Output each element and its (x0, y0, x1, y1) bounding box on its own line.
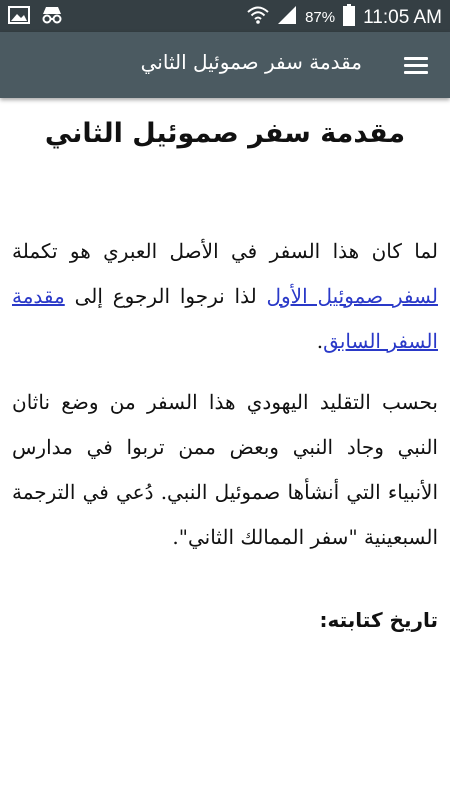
section-heading: تاريخ كتابته: (319, 608, 438, 632)
app-bar-title: مقدمة سفر صموئيل الثاني (140, 50, 362, 74)
link-previous-introduction[interactable]: مقدمة السفر السابق (12, 284, 438, 353)
intro-text-before: لما كان هذا السفر في الأصل العبري هو تكملة (12, 239, 438, 263)
intro-text-after: . (316, 329, 324, 353)
clock: 11:05 AM (363, 6, 442, 28)
intro-text-middle: لذا نرجوا الرجوع إلى (64, 284, 267, 308)
battery-icon (343, 4, 355, 31)
page-title: مقدمة سفر صموئيل الثاني (44, 118, 406, 149)
intro-paragraph (12, 229, 438, 364)
image-notification-icon (8, 6, 30, 29)
incognito-icon (40, 6, 64, 29)
tradition-paragraph: بحسب التقليد اليهودي هذا السفر من وضع ناثان النبي وجاد النبي وبعض ممن تربوا في مدارس الأنبياء التي أنشأها صموئيل النبي. دُعي في الترجمة السبعينية "سفر الممالك الثاني". (12, 390, 438, 549)
signal-icon (277, 5, 297, 30)
wifi-icon (247, 5, 269, 30)
article-content[interactable] (0, 98, 450, 800)
status-bar (0, 0, 450, 32)
link-first-samuel[interactable]: لسفر صموئيل الأول (266, 284, 438, 308)
menu-icon[interactable] (404, 50, 434, 80)
battery-percent: 87% (305, 9, 336, 26)
app-bar (0, 32, 450, 98)
